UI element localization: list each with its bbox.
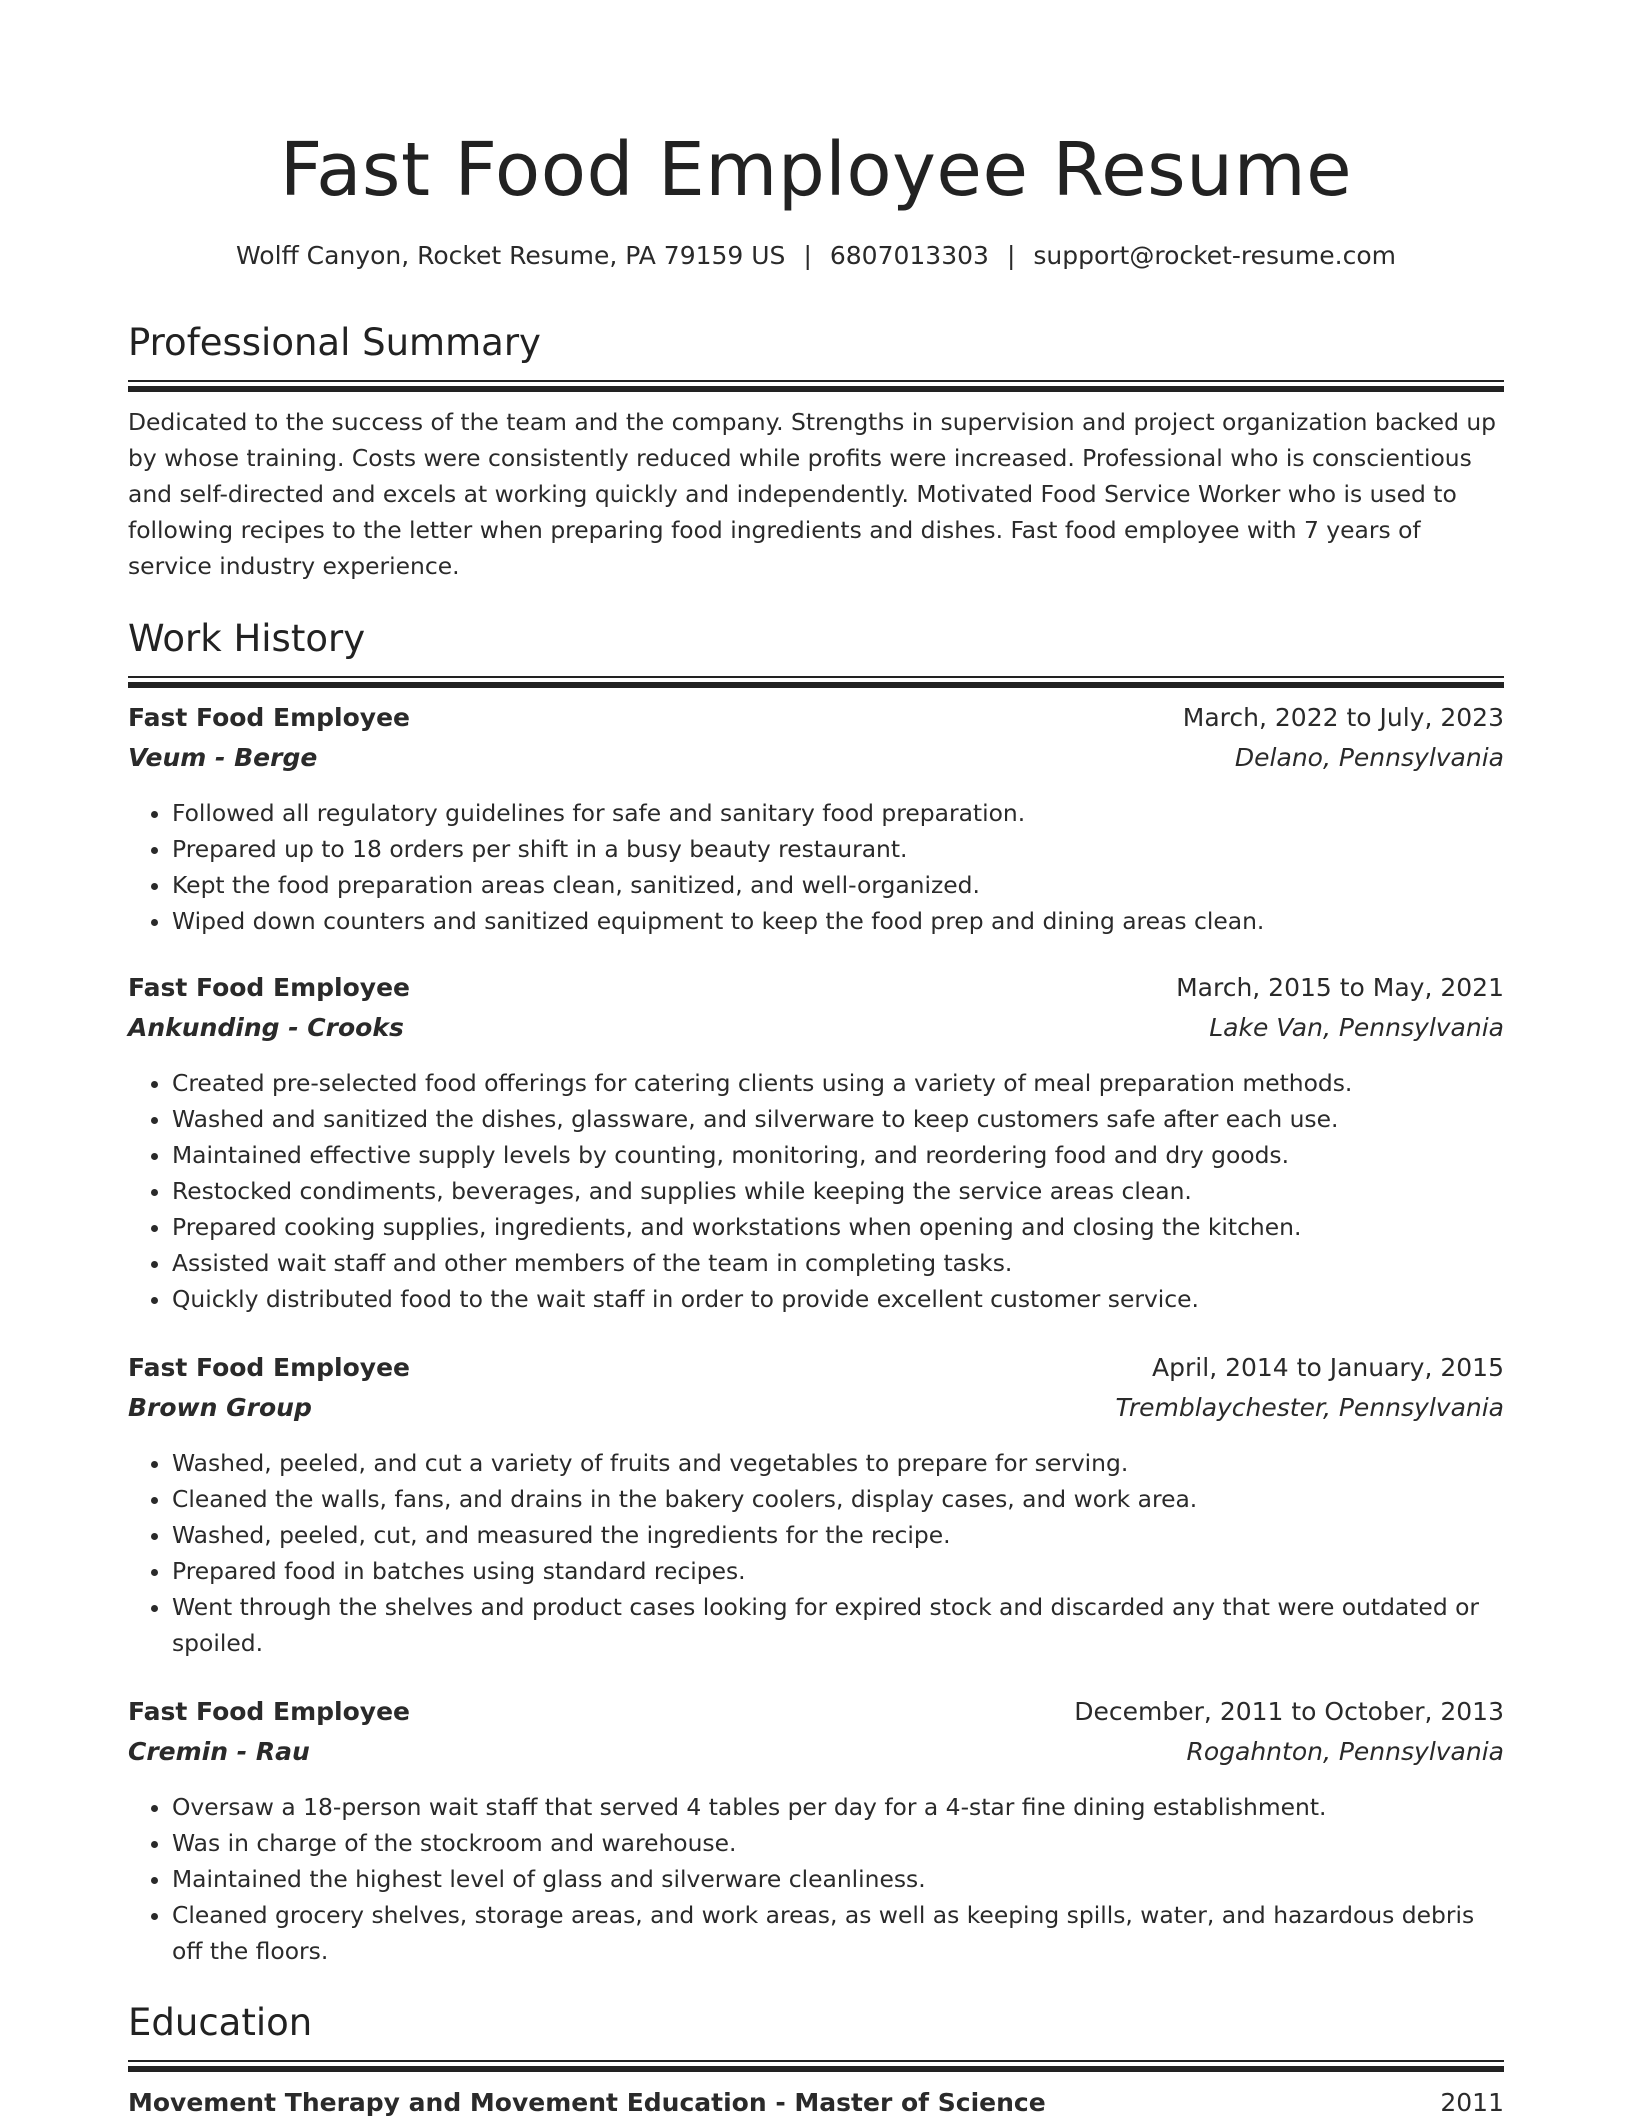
job-entry [128,1697,1504,1969]
job-title: Fast Food Employee [128,1697,411,1726]
list-item: • Maintained the highest level of glass and silverware cleanliness. [172,1861,1504,1897]
section-divider [128,676,1504,678]
contact-line [128,238,1504,274]
job-dates: December, 2011 to October, 2013 [1074,1697,1504,1726]
job-bullets [128,1789,1504,1969]
section-divider [128,386,1504,392]
job-company: Ankunding - Crooks [128,1013,404,1042]
work-history-section [128,614,1504,688]
list-item: • Prepared up to 18 orders per shift in a busy beauty restaurant. [172,831,1504,867]
summary-section [128,318,1504,584]
list-item: • Was in charge of the stockroom and warehouse. [172,1825,1504,1861]
list-item: • Cleaned grocery shelves, storage areas, and work areas, as well as keeping spills, water, and hazardous debris off the floors. [172,1897,1504,1969]
education-section [128,1998,1504,2117]
list-item: • Kept the food preparation areas clean, sanitized, and well-organized. [172,867,1504,903]
list-item: • Followed all regulatory guidelines for safe and sanitary food preparation. [172,795,1504,831]
job-location: Lake Van, Pennsylvania [1209,1013,1504,1042]
section-heading: Education [128,2001,313,2044]
list-item: • Washed, peeled, and cut a variety of fruits and vegetables to prepare for serving. [172,1445,1504,1481]
job-location: Rogahnton, Pennsylvania [1186,1737,1504,1766]
list-item: • Wiped down counters and sanitized equipment to keep the food prep and dining areas clean. [172,903,1504,939]
job-bullets [128,1445,1504,1661]
list-item: • Washed and sanitized the dishes, glassware, and silverware to keep customers safe after each use. [172,1101,1504,1137]
contact-separator: | [1006,241,1016,270]
job-entry [128,1353,1504,1661]
education-degree: Movement Therapy and Movement Education - Master of Science [128,2088,1046,2117]
section-heading: Professional Summary [128,321,541,364]
list-item: • Oversaw a 18-person wait staff that served 4 tables per day for a 4-star fine dining establishment. [172,1789,1504,1825]
job-dates: March, 2022 to July, 2023 [1182,703,1504,732]
list-item: • Washed, peeled, cut, and measured the ingredients for the recipe. [172,1517,1504,1553]
job-company: Brown Group [128,1393,312,1422]
list-item: • Prepared cooking supplies, ingredients, and workstations when opening and closing the kitchen. [172,1209,1504,1245]
resume-title: Fast Food Employee Resume [279,127,1353,213]
job-company: Veum - Berge [128,743,318,772]
job-company: Cremin - Rau [128,1737,310,1766]
contact-phone: 6807013303 [829,241,989,270]
job-title: Fast Food Employee [128,703,411,732]
job-title: Fast Food Employee [128,1353,411,1382]
job-dates: April, 2014 to January, 2015 [1152,1353,1504,1382]
job-location: Tremblaychester, Pennsylvania [1115,1393,1504,1422]
summary-text: Dedicated to the success of the team and the company. Strengths in supervision and project organization backed up by whose training. Costs were consistently reduced while profits were increased. Professional who is conscientious and self-directed and excels at working quickly and independently. Motivated Food Service Worker who is used to following recipes to the letter when preparing food ingredients and dishes. Fast food employee with 7 years of service industry experience. [128,408,1497,580]
list-item: • Quickly distributed food to the wait staff in order to provide excellent customer service. [172,1281,1504,1317]
contact-address: Wolff Canyon, Rocket Resume, PA 79159 US [236,241,786,270]
list-item: • Assisted wait staff and other members of the team in completing tasks. [172,1245,1504,1281]
job-bullets [128,1065,1504,1317]
job-location: Delano, Pennsylvania [1234,743,1504,772]
list-item: • Went through the shelves and product cases looking for expired stock and discarded any that were outdated or spoiled. [172,1589,1504,1661]
education-year: 2011 [1440,2088,1504,2117]
job-dates: March, 2015 to May, 2021 [1176,973,1504,1002]
list-item: • Prepared food in batches using standard recipes. [172,1553,1504,1589]
job-entry [128,973,1504,1317]
section-divider [128,380,1504,382]
section-heading: Work History [128,617,366,660]
list-item: • Restocked condiments, beverages, and supplies while keeping the service areas clean. [172,1173,1504,1209]
job-entry [128,703,1504,939]
education-entry [128,2088,1504,2117]
contact-separator: | [803,241,812,270]
section-divider [128,682,1504,688]
section-divider [128,2060,1504,2062]
job-bullets [128,795,1504,939]
list-item: • Maintained effective supply levels by counting, monitoring, and reordering food and dry goods. [172,1137,1504,1173]
list-item: • Created pre-selected food offerings for catering clients using a variety of meal preparation methods. [172,1065,1504,1101]
section-divider [128,2066,1504,2072]
job-title: Fast Food Employee [128,973,411,1002]
list-item: • Cleaned the walls, fans, and drains in the bakery coolers, display cases, and work area. [172,1481,1504,1517]
contact-email: support@rocket-resume.com [1033,241,1396,270]
